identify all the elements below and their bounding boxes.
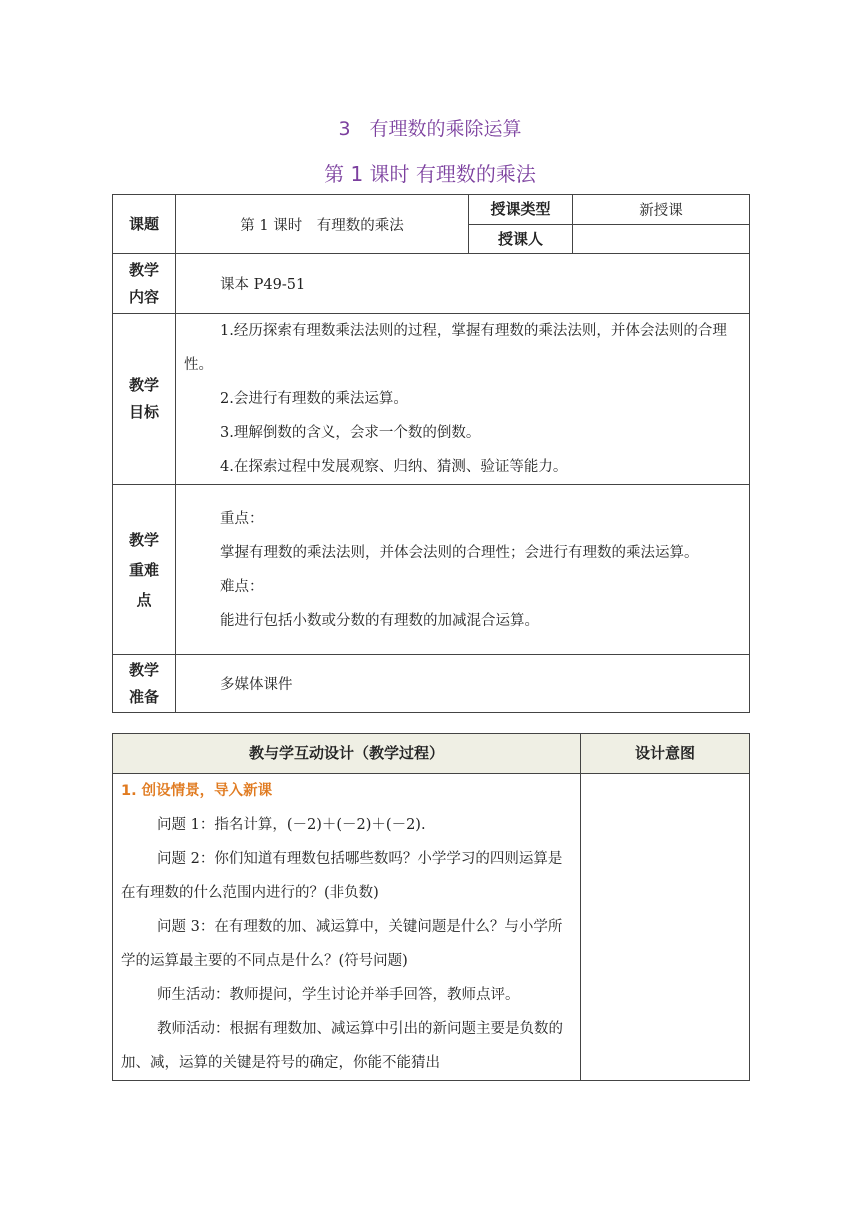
focus-item: 难点： bbox=[220, 578, 264, 595]
section-heading: 1. 创设情景，导入新课 bbox=[121, 783, 273, 799]
goal-item: 1.经历探索有理数乘法法则的过程，掌握有理数的乘法法则，并体会法则的合理性。 bbox=[184, 323, 727, 373]
process-column-header: 教与学互动设计（教学过程） bbox=[113, 734, 581, 774]
focus-cell bbox=[176, 485, 750, 655]
prep-value: 多媒体课件 bbox=[176, 655, 750, 713]
content-label-text: 教学内容 bbox=[129, 260, 160, 306]
focus-label bbox=[113, 485, 176, 655]
process-cell bbox=[113, 774, 581, 1081]
type-label: 授课类型 bbox=[469, 195, 573, 225]
process-paragraph: 教师活动：根据有理数加、减运算中引出的新问题主要是负数的加、减，运算的关键是符号的确定，你能不能猜出 bbox=[121, 1021, 563, 1071]
goal-item: 4.在探索过程中发展观察、归纳、猜测、验证等能力。 bbox=[220, 459, 568, 475]
focus-item: 能进行包括小数或分数的有理数的加减混合运算。 bbox=[220, 612, 539, 629]
lesson-info-table bbox=[112, 194, 750, 713]
teacher-label: 授课人 bbox=[469, 225, 573, 254]
type-value: 新授课 bbox=[573, 195, 750, 225]
goals-label-text: 教学目标 bbox=[129, 376, 160, 421]
topic-label: 课题 bbox=[113, 195, 176, 254]
teaching-process-table bbox=[112, 733, 750, 1081]
content-value: 课本 P49-51 bbox=[176, 254, 750, 314]
goals-cell bbox=[176, 314, 750, 485]
focus-item: 重点： bbox=[220, 510, 264, 527]
prep-label bbox=[113, 655, 176, 713]
intent-column-header: 设计意图 bbox=[581, 734, 750, 774]
process-paragraph: 问题 3：在有理数的加、减运算中，关键问题是什么？与小学所学的运算最主要的不同点是什么？(符号问题) bbox=[121, 919, 563, 969]
content-label bbox=[113, 254, 176, 314]
intent-cell bbox=[581, 774, 750, 1081]
process-paragraph: 问题 1：指名计算，(－2)＋(－2)＋(－2). bbox=[157, 817, 426, 833]
process-paragraph: 师生活动：教师提问，学生讨论并举手回答，教师点评。 bbox=[157, 987, 520, 1003]
goal-item: 3.理解倒数的含义，会求一个数的倒数。 bbox=[220, 425, 481, 441]
goals-label bbox=[113, 314, 176, 485]
focus-item: 掌握有理数的乘法法则，并体会法则的合理性；会进行有理数的乘法运算。 bbox=[220, 544, 699, 561]
prep-label-text: 教学准备 bbox=[129, 660, 160, 706]
process-paragraph: 问题 2：你们知道有理数包括哪些数吗？小学学习的四则运算是在有理数的什么范围内进行的？(非负数) bbox=[121, 851, 563, 901]
topic-value: 第 1 课时 有理数的乘法 bbox=[176, 195, 469, 254]
teacher-value bbox=[573, 225, 750, 254]
lesson-subtitle: 第 1 课时 有理数的乘法 bbox=[324, 162, 536, 186]
lesson-title: 3 有理数的乘除运算 bbox=[338, 118, 522, 140]
focus-label-text: 教学重难点 bbox=[129, 530, 160, 609]
goal-item: 2.会进行有理数的乘法运算。 bbox=[220, 391, 408, 407]
